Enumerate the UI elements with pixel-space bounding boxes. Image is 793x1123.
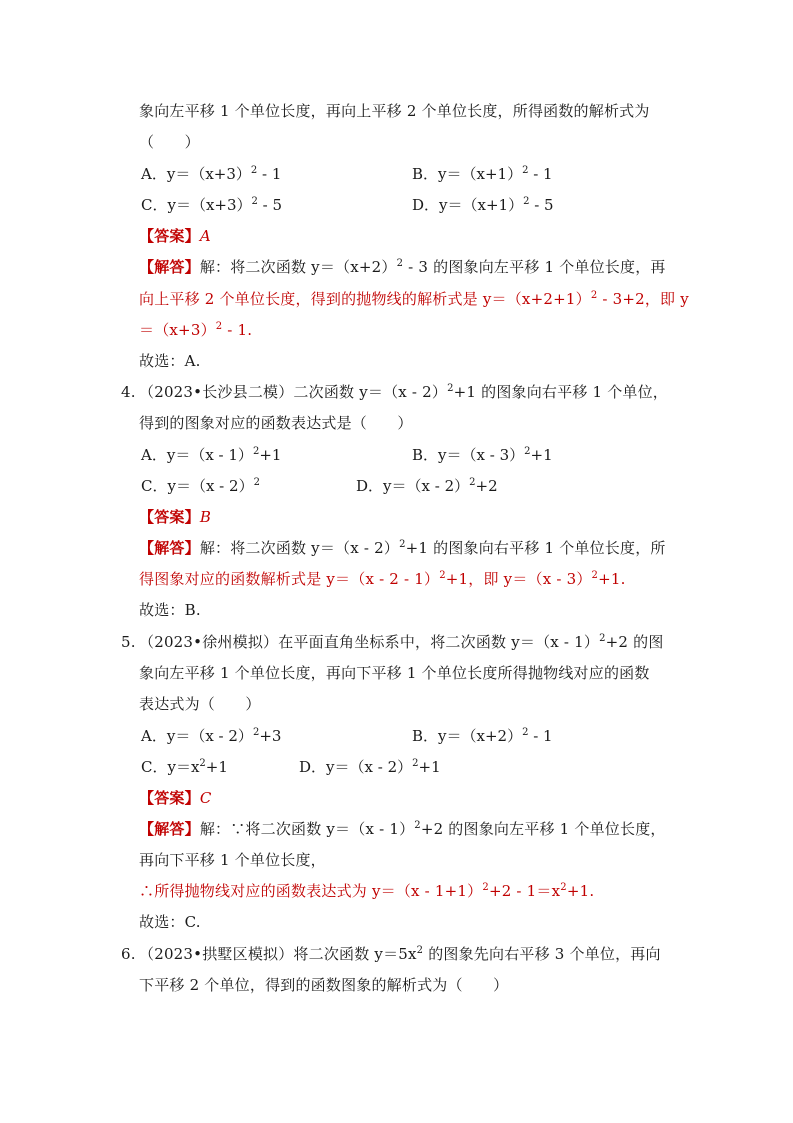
q5-answer: 【答案】C	[139, 789, 212, 807]
q4-option-b: B．y＝（x - 3）$^2$+1	[412, 446, 553, 464]
q4-option-a: A．y＝（x - 1）$^2$+1	[141, 446, 282, 464]
q5-stem-line1: （2023•徐州模拟）在平面直角坐标系中，将二次函数 y＝（x - 1）$^2$+2 的图	[139, 633, 664, 651]
q5-option-b: B．$y=(x+2)^2 - 1$	[412, 727, 553, 745]
q5-stem-line3: 表达式为（ ）	[139, 695, 261, 713]
q3-stem-line2: （ ）	[139, 133, 200, 151]
q5-choice: 故选：C.	[139, 913, 201, 931]
q3-option-b: B．$y=(x+1)^2 - 1$	[412, 165, 553, 183]
q4-stem-line1: （2023•长沙县二模）二次函数 y＝（x - 2）$^2$+1 的图象向右平移 1 个单位，	[139, 383, 669, 401]
q3-option-c: C．$y=(x+3)^2 - 5$	[141, 196, 283, 214]
q3-solution-line1: 【解答】解：将二次函数 $y=(x+2)^2 - 3$ 的图象向左平移 1 个单位长度，再	[139, 258, 666, 276]
q4-answer: 【答案】B	[139, 508, 212, 526]
q3-option-a: A．$y=(x+3)^2 - 1$	[141, 165, 282, 183]
q5-stem-line2: 象向左平移 1 个单位长度，再向下平移 1 个单位长度所得抛物线对应的函数	[139, 664, 650, 682]
q4-number: 4.	[121, 383, 136, 401]
q6-stem-line1: （2023•拱墅区模拟）将二次函数 $y=5x^2$ 的图象先向右平移 3 个单位，再向	[139, 945, 661, 963]
q5-solution-line1: 【解答】解：∵将二次函数 y＝（x - 1）$^2$+2 的图象向左平移 1 个单位长度，	[139, 820, 666, 838]
q4-solution-line2: 得图象对应的函数解析式是 y＝（x - 2 - 1）$^2$+1，即 y＝（x - 3）$^2$+1.	[139, 570, 626, 588]
q4-solution-line1: 【解答】解：将二次函数 y＝（x - 2）$^2$+1 的图象向右平移 1 个单位长度，所	[139, 539, 666, 557]
q3-option-d: D．$y=(x+1)^2 - 5$	[412, 196, 554, 214]
q4-option-d: D．y＝（x - 2）$^2$+2	[356, 477, 498, 495]
q5-solution-line3: ∴所得抛物线对应的函数表达式为 $y=(x - 1+1)^2+2 - 1=x^2+1$.	[139, 882, 595, 900]
q3-answer: 【答案】A	[139, 227, 211, 245]
q6-stem-line2: 下平移 2 个单位，得到的函数图象的解析式为（ ）	[139, 976, 509, 994]
q3-solution-line3: $=(x+3)^2 - 1$.	[139, 321, 253, 339]
q4-choice: 故选：B.	[139, 601, 201, 619]
q4-stem-line2: 得到的图象对应的函数表达式是（ ）	[139, 414, 413, 432]
q4-option-c: C．y＝（x - 2）$^2$	[141, 477, 260, 495]
q5-option-c: C．$y=x^2+1$	[141, 758, 228, 776]
q3-choice: 故选：A.	[139, 352, 201, 370]
q6-number: 6.	[121, 945, 136, 963]
q5-solution-line2: 再向下平移 1 个单位长度，	[139, 851, 326, 869]
q5-number: 5.	[121, 633, 136, 651]
q3-solution-line2: 向上平移 2 个单位长度，得到的抛物线的解析式是 $y=(x+2+1)^2 - 3+2$，即 y	[139, 290, 689, 308]
q5-option-a: A．y＝（x - 2）$^2$+3	[141, 727, 282, 745]
q3-stem-line1: 象向左平移 1 个单位长度，再向上平移 2 个单位长度，所得函数的解析式为	[139, 102, 650, 120]
q5-option-d: D．y＝（x - 2）$^2$+1	[299, 758, 441, 776]
